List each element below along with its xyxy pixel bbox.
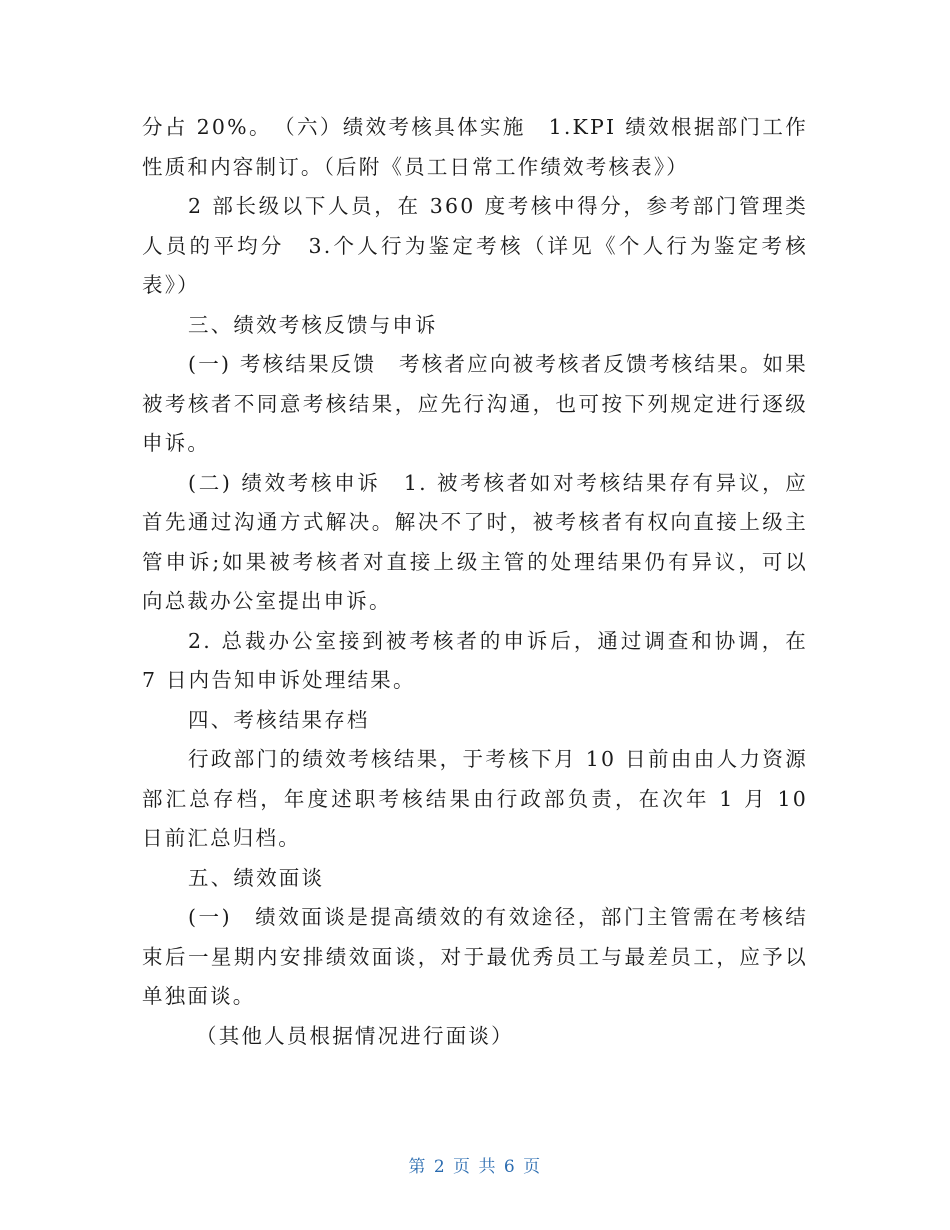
paragraph-other-staff-note: （其他人员根据情况进行面谈） bbox=[196, 1023, 514, 1048]
document-body bbox=[142, 108, 817, 1056]
heading-feedback-appeal: 三、绩效考核反馈与申诉 bbox=[188, 312, 438, 337]
paragraph-360-assessment: 2 部长级以下人员，在 360 度考核中得分，参考部门管理类人员的平均分 3.个人行为鉴定考核（详见《个人行为鉴定考核表》） bbox=[142, 194, 808, 297]
paragraph-interview-rules: (一) 绩效面谈是提高绩效的有效途径，部门主管需在考核结束后一星期内安排绩效面谈，对于最优秀员工与最差员工，应予以单独面谈。 bbox=[142, 905, 808, 1008]
paragraph-kpi-implementation: 分占 20%。 （六）绩效考核具体实施 1.KPI 绩效根据部门工作性质和内容制订。（后附《员工日常工作绩效考核表》） bbox=[142, 115, 808, 179]
paragraph-result-feedback: (一) 考核结果反馈 考核者应向被考核者反馈考核结果。如果被考核者不同意考核结果，应先行沟通，也可按下列规定进行逐级申诉。 bbox=[142, 352, 808, 455]
heading-result-archiving: 四、考核结果存档 bbox=[188, 707, 370, 732]
heading-performance-interview: 五、绩效面谈 bbox=[188, 865, 325, 890]
paragraph-appeal-procedure: (二) 绩效考核申诉 1. 被考核者如对考核结果存有异议，应首先通过沟通方式解决。解决不了时，被考核者有权向直接上级主管申诉;如果被考核者对直接上级主管的处理结果仍有异议，可以向总裁办公室提出申诉。 bbox=[142, 470, 808, 613]
paragraph-appeal-handling: 2. 总裁办公室接到被考核者的申诉后，通过调查和协调，在 7 日内告知申诉处理结果。 bbox=[142, 628, 817, 692]
paragraph-archiving-rules: 行政部门的绩效考核结果，于考核下月 10 日前由由人力资源部汇总存档，年度述职考核结果由行政部负责，在次年 1 月 10 日前汇总归档。 bbox=[142, 747, 817, 850]
page-number-footer: 第 2 页 共 6 页 bbox=[408, 1157, 542, 1177]
